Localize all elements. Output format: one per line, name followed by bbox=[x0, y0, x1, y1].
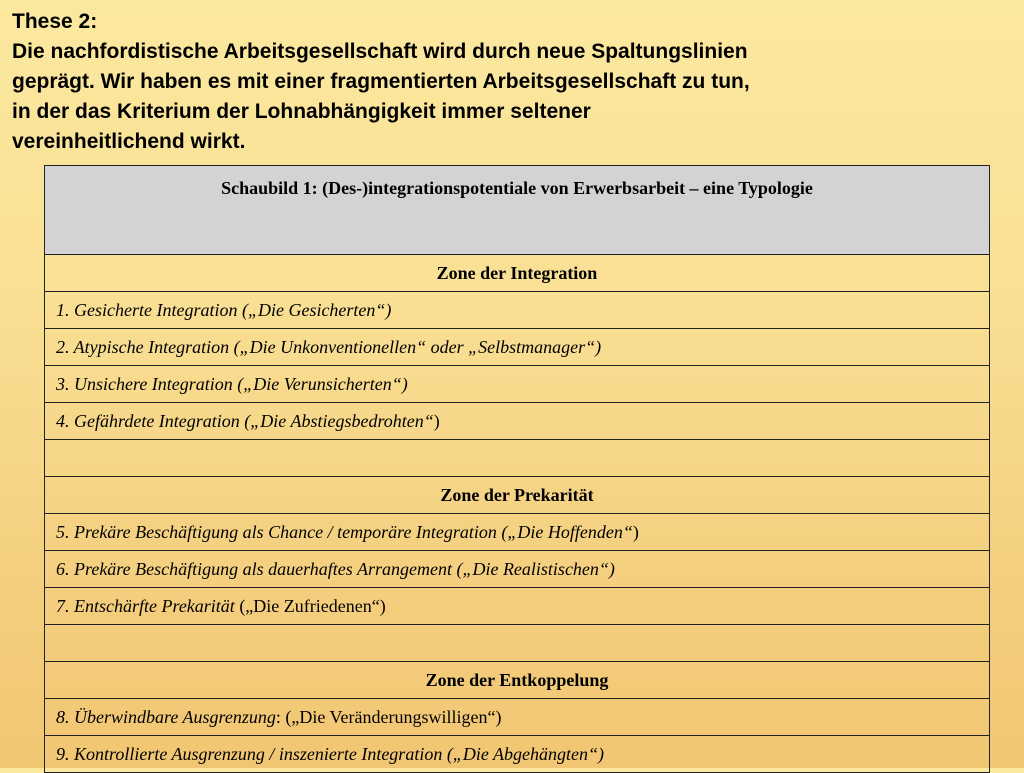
item-text: 8. Überwindbare Ausgrenzung bbox=[56, 706, 276, 727]
item-text-suffix: : („Die Veränderungswilligen“) bbox=[275, 706, 502, 727]
table-cell bbox=[45, 699, 990, 736]
item-text: 5. Prekäre Beschäftigung als Chance / temporäre Integration („Die Hoffenden“ bbox=[56, 521, 633, 542]
table-row bbox=[45, 329, 990, 366]
table-caption: Schaubild 1: (Des-)integrationspotentiale von Erwerbsarbeit – eine Typologie bbox=[45, 166, 990, 255]
item-text: 4. Gefährdete Integration („Die Abstiegsbedrohten“ bbox=[56, 410, 434, 431]
item-text-suffix: ) bbox=[433, 410, 440, 431]
table-cell bbox=[45, 736, 990, 773]
zone-heading-row bbox=[45, 255, 990, 292]
table-row bbox=[45, 588, 990, 625]
zone-heading-row bbox=[45, 477, 990, 514]
table-row bbox=[45, 736, 990, 773]
typology-table bbox=[44, 165, 990, 773]
zone-entkoppelung-heading: Zone der Entkoppelung bbox=[45, 662, 990, 699]
thesis-text bbox=[12, 7, 1012, 157]
table-caption-row bbox=[45, 166, 990, 255]
item-text: 3. Unsichere Integration („Die Verunsicherten“) bbox=[56, 373, 408, 394]
item-text: 9. Kontrollierte Ausgrenzung / inszenierte Integration („Die Abgehängten“) bbox=[56, 743, 604, 764]
table-row bbox=[45, 699, 990, 736]
table-cell bbox=[45, 551, 990, 588]
spacer-row bbox=[45, 440, 990, 477]
item-text-suffix: („Die Zufriedenen“) bbox=[239, 595, 386, 616]
table-row bbox=[45, 403, 990, 440]
item-text: 6. Prekäre Beschäftigung als dauerhaftes Arrangement („Die Realistischen“) bbox=[56, 558, 615, 579]
zone-prekaritaet-heading: Zone der Prekarität bbox=[45, 477, 990, 514]
item-text: 1. Gesicherte Integration („Die Gesicherten“) bbox=[56, 299, 392, 320]
table-cell bbox=[45, 329, 990, 366]
item-text-suffix: ) bbox=[632, 521, 639, 542]
item-text: 2. Atypische Integration („Die Unkonventionellen“ oder „Selbstmanager“) bbox=[56, 336, 602, 357]
zone-integration-heading: Zone der Integration bbox=[45, 255, 990, 292]
zone-heading-row bbox=[45, 662, 990, 699]
thesis-line: in der das Kriterium der Lohnabhängigkeit immer seltener bbox=[12, 100, 591, 123]
table-cell bbox=[45, 403, 990, 440]
table-row bbox=[45, 366, 990, 403]
empty-cell bbox=[45, 440, 990, 477]
table-cell bbox=[45, 366, 990, 403]
spacer-row bbox=[45, 625, 990, 662]
empty-cell bbox=[45, 625, 990, 662]
thesis-heading: These 2: bbox=[12, 10, 98, 33]
table-row bbox=[45, 292, 990, 329]
thesis-line: Die nachfordistische Arbeitsgesellschaft wird durch neue Spaltungslinien bbox=[12, 40, 748, 63]
table-row bbox=[45, 514, 990, 551]
table-cell bbox=[45, 292, 990, 329]
thesis-line: geprägt. Wir haben es mit einer fragmentierten Arbeitsgesellschaft zu tun, bbox=[12, 70, 750, 93]
table-row bbox=[45, 551, 990, 588]
thesis-line: vereinheitlichend wirkt. bbox=[12, 130, 246, 153]
table-cell bbox=[45, 514, 990, 551]
table-cell bbox=[45, 588, 990, 625]
item-text: 7. Entschärfte Prekarität bbox=[56, 595, 240, 616]
